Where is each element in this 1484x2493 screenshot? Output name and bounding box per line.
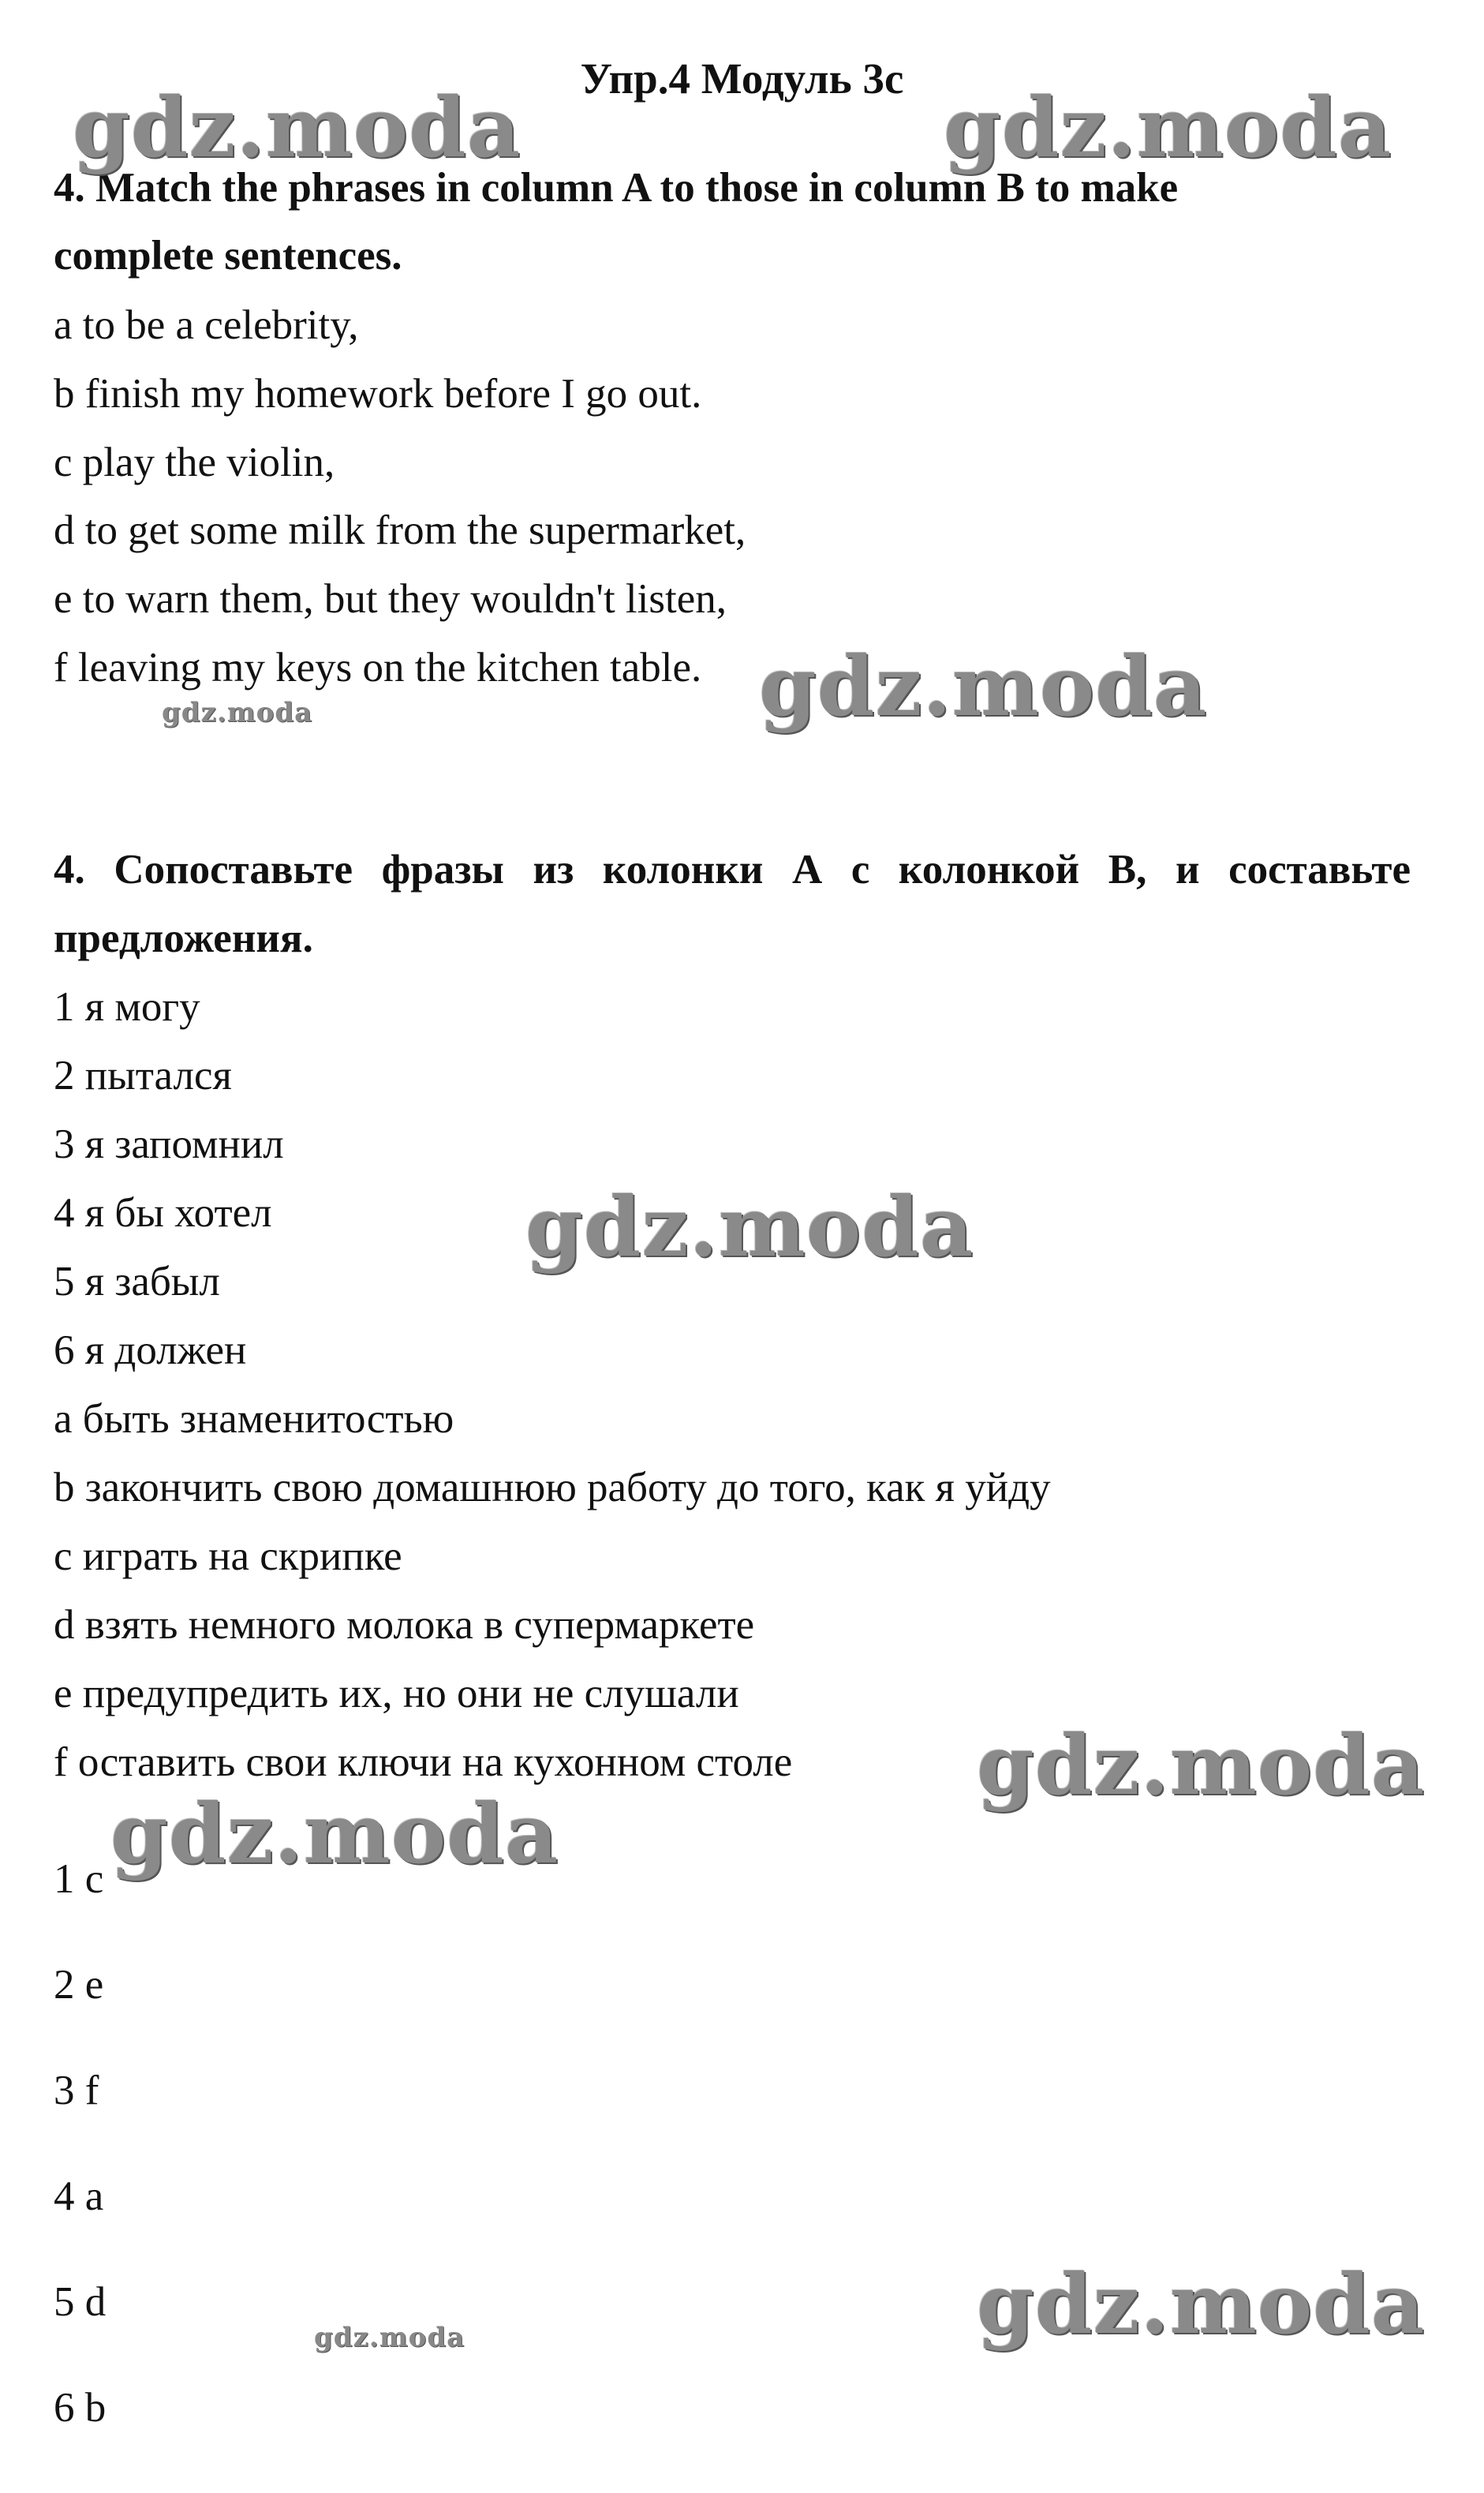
watermark: gdz.moda (162, 697, 313, 728)
answer-item: 6 b (54, 2385, 107, 2431)
ru-column-a-item: 4 я бы хотел (54, 1190, 272, 1236)
watermark: gdz.moda (759, 638, 1208, 735)
watermark: gdz.moda (525, 1178, 974, 1275)
en-item: b finish my homework before I go out. (54, 371, 702, 417)
answer-item: 4 a (54, 2173, 104, 2219)
watermark: gdz.moda (977, 2255, 1426, 2353)
ru-column-b-item: b закончить свою домашнюю работу до того, как я уйду (54, 1465, 1051, 1510)
ru-column-a-item: 6 я должен (54, 1327, 247, 1373)
watermark: gdz.moda (110, 1785, 559, 1882)
watermark: gdz.moda (73, 79, 521, 176)
en-item: a to be a celebrity, (54, 302, 359, 348)
watermark: gdz.moda (944, 79, 1392, 176)
en-item: d to get some milk from the supermarket, (54, 507, 746, 553)
answer-item: 5 d (54, 2279, 107, 2325)
ru-column-a-item: 1 я могу (54, 984, 200, 1030)
answer-item: 2 e (54, 1962, 104, 2008)
answer-item: 3 f (54, 2068, 99, 2113)
ru-column-a-item: 5 я забыл (54, 1259, 220, 1305)
ru-column-a-item: 2 пытался (54, 1053, 232, 1099)
task-heading-en-line1: 4. Match the phrases in column A to those in column B to make (54, 165, 1179, 211)
ru-column-b-item: d взять немного молока в супермаркете (54, 1602, 755, 1648)
answer-item: 1 c (54, 1856, 104, 1902)
ru-column-b-item: f оставить свои ключи на кухонном столе (54, 1739, 793, 1785)
ru-column-a-item: 3 я запомнил (54, 1121, 284, 1167)
watermark: gdz.moda (314, 2322, 465, 2353)
ru-column-b-item: e предупредить их, но они не слушали (54, 1671, 739, 1716)
en-item: f leaving my keys on the kitchen table. (54, 645, 702, 691)
page-title: Упр.4 Модуль 3c (580, 54, 904, 103)
task-heading-ru-line1: 4. Сопоставьте фразы из колонки А с колонкой В, и составьте (54, 847, 1411, 893)
task-heading-en-line2: complete sentences. (54, 233, 402, 279)
task-heading-ru-line2: предложения. (54, 915, 313, 961)
ru-column-b-item: a быть знаменитостью (54, 1396, 454, 1442)
en-item: c play the violin, (54, 440, 335, 485)
en-item: e to warn them, but they wouldn't listen, (54, 576, 727, 622)
ru-column-b-item: c играть на скрипке (54, 1533, 402, 1579)
watermark: gdz.moda (977, 1716, 1426, 1814)
